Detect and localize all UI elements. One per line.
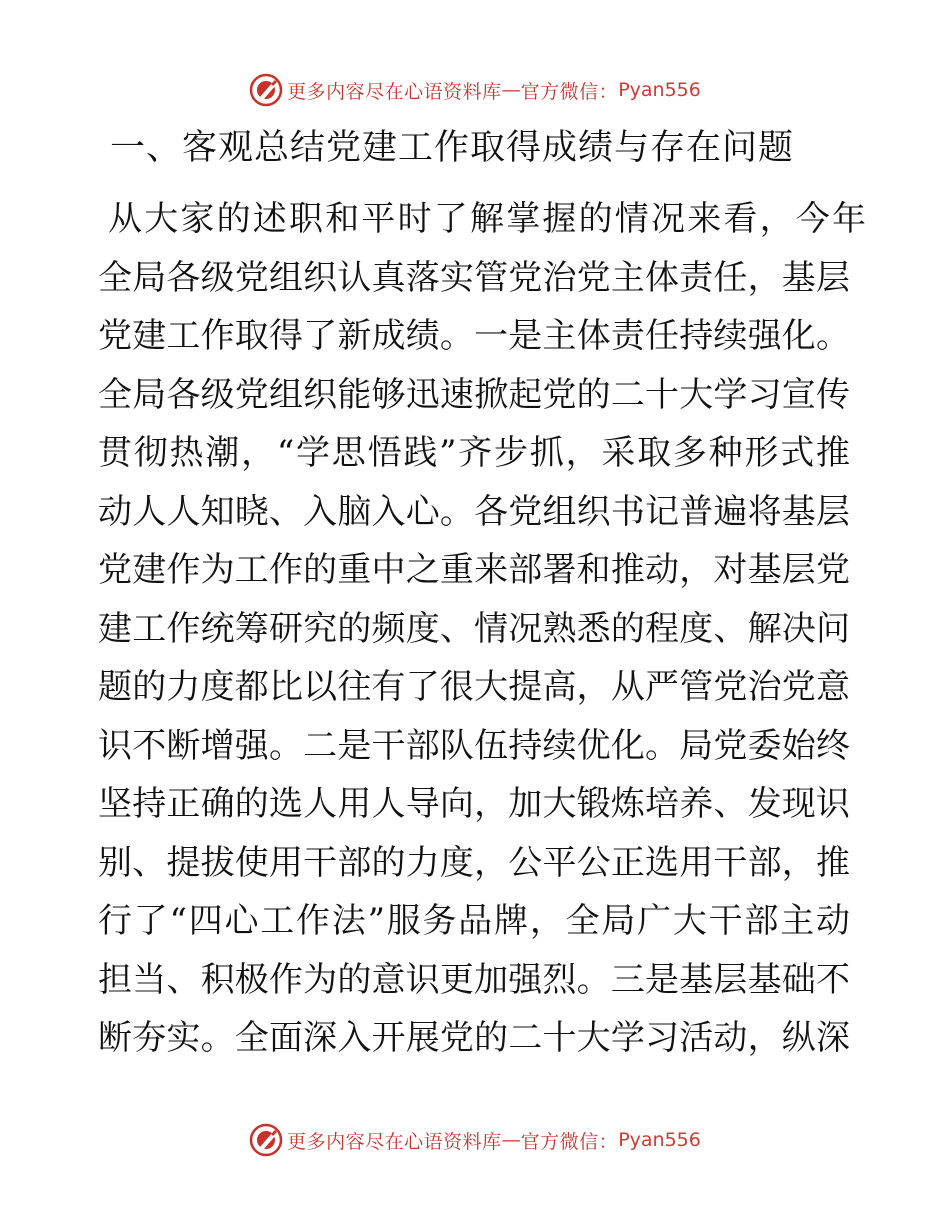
watermark-dash: — xyxy=(501,79,521,101)
brand-logo-icon xyxy=(249,1123,283,1157)
watermark-dash: — xyxy=(501,1129,521,1151)
brand-logo-icon xyxy=(249,73,283,107)
section-heading: 一、客观总结党建工作取得成绩与存在问题 xyxy=(110,128,795,168)
watermark-header xyxy=(0,70,950,110)
paragraph-line: 建工作统筹研究的频度、情况熟悉的程度、解决问 xyxy=(98,608,850,649)
paragraph-line: 断夯实。全面深入开展党的二十大学习活动，纵深 xyxy=(98,1018,850,1058)
paragraph-line: 党建作为工作的重中之重来部署和推动，对基层党 xyxy=(98,550,850,590)
watermark-footer xyxy=(0,1120,950,1160)
paragraph-line: 贯彻热潮，“学思悟践”齐步抓，采取多种形式推 xyxy=(98,433,850,473)
paragraph-line: 担当、积极作为的意识更加强烈。三是基层基础不 xyxy=(98,959,850,1000)
paragraph-line: 全局各级党组织能够迅速掀起党的二十大学习宣传 xyxy=(98,374,850,415)
paragraph-line: 别、提拔使用干部的力度，公平公正选用干部，推 xyxy=(98,842,850,883)
watermark-contact: Pyan556 xyxy=(618,1129,701,1151)
paragraph xyxy=(98,190,869,1068)
paragraph-line: 坚持正确的选人用人导向，加大锻炼培养、发现识 xyxy=(98,784,850,824)
paragraph-line: 党建工作取得了新成绩。一是主体责任持续强化。 xyxy=(98,316,850,356)
watermark-label: 官方微信： xyxy=(520,80,619,103)
paragraph-line: 动人人知晓、入脑入心。各党组织书记普遍将基层 xyxy=(98,491,850,532)
watermark-brand: 更多内容尽在心语资料库 xyxy=(287,1130,502,1153)
watermark-brand: 更多内容尽在心语资料库 xyxy=(287,80,502,103)
watermark-label: 官方微信： xyxy=(520,1130,619,1153)
paragraph-line: 题的力度都比以往有了很大提高，从严管党治党意 xyxy=(98,667,850,707)
paragraph-line: 全局各级党组织认真落实管党治党主体责任，基层 xyxy=(98,257,850,298)
paragraph-line: 从大家的述职和平时了解掌握的情况来看，今年 xyxy=(108,199,869,239)
paragraph-line: 行了“四心工作法”服务品牌，全局广大干部主动 xyxy=(98,901,850,941)
watermark-contact: Pyan556 xyxy=(618,79,701,101)
paragraph-line: 识不断增强。二是干部队伍持续优化。局党委始终 xyxy=(98,725,850,766)
